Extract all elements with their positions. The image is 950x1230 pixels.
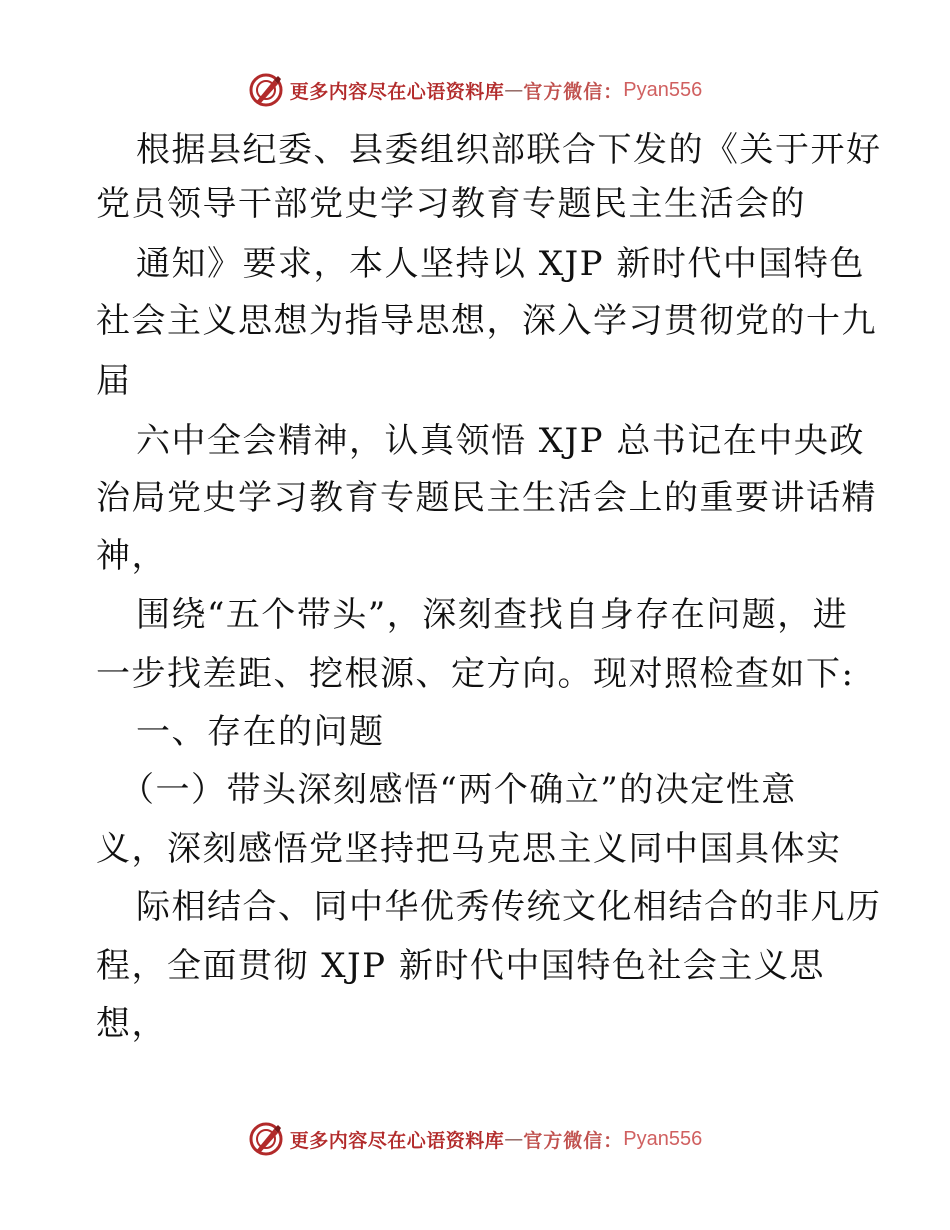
body-line-4: 社会主义思想为指导思想，深入学习贯彻党的十九	[96, 301, 877, 341]
footer-separator: —	[504, 1128, 524, 1150]
body-line-14: 际相结合、同中华优秀传统文化相结合的非凡历	[136, 887, 882, 927]
footer-banner	[0, 1117, 950, 1161]
header-separator: —	[504, 79, 524, 101]
header-wechat-label: 官方微信：	[523, 80, 624, 103]
footer-wechat-label: 官方微信：	[523, 1129, 624, 1152]
body-line-8: 神，	[96, 536, 167, 576]
body-line-10: 一步找差距、挖根源、定方向。现对照检查如下:	[96, 654, 855, 694]
body-line-3: 通知》要求，本人坚持以 XJP 新时代中国特色	[136, 244, 865, 284]
body-line-13: 义，深刻感悟党坚持把马克思主义同中国具体实	[96, 829, 842, 869]
header-wechat-id: Pyan556	[623, 78, 703, 101]
footer-wechat-id: Pyan556	[623, 1127, 703, 1150]
pen-logo-icon	[248, 1121, 284, 1157]
header-banner	[0, 68, 950, 112]
pen-logo-icon	[248, 72, 284, 108]
body-line-2: 党员领导干部党史学习教育专题民主生活会的	[96, 184, 806, 224]
body-line-7: 治局党史学习教育专题民主生活会上的重要讲话精	[96, 478, 877, 518]
body-line-12: （一）带头深刻感悟“两个确立”的决定性意	[120, 770, 797, 810]
body-line-15: 程，全面贯彻 XJP 新时代中国特色社会主义思	[96, 946, 825, 986]
footer-site-text: 更多内容尽在心语资料库	[289, 1129, 505, 1152]
body-line-6: 六中全会精神，认真领悟 XJP 总书记在中央政	[136, 421, 865, 461]
body-line-16: 想，	[96, 1004, 167, 1044]
header-site-text: 更多内容尽在心语资料库	[289, 80, 505, 103]
body-line-9: 围绕“五个带头”，深刻查找自身存在问题，进	[136, 595, 849, 635]
body-line-11: 一、存在的问题	[136, 712, 385, 752]
body-line-1: 根据县纪委、县委组织部联合下发的《关于开好	[136, 130, 882, 170]
body-line-5: 届	[96, 361, 132, 401]
